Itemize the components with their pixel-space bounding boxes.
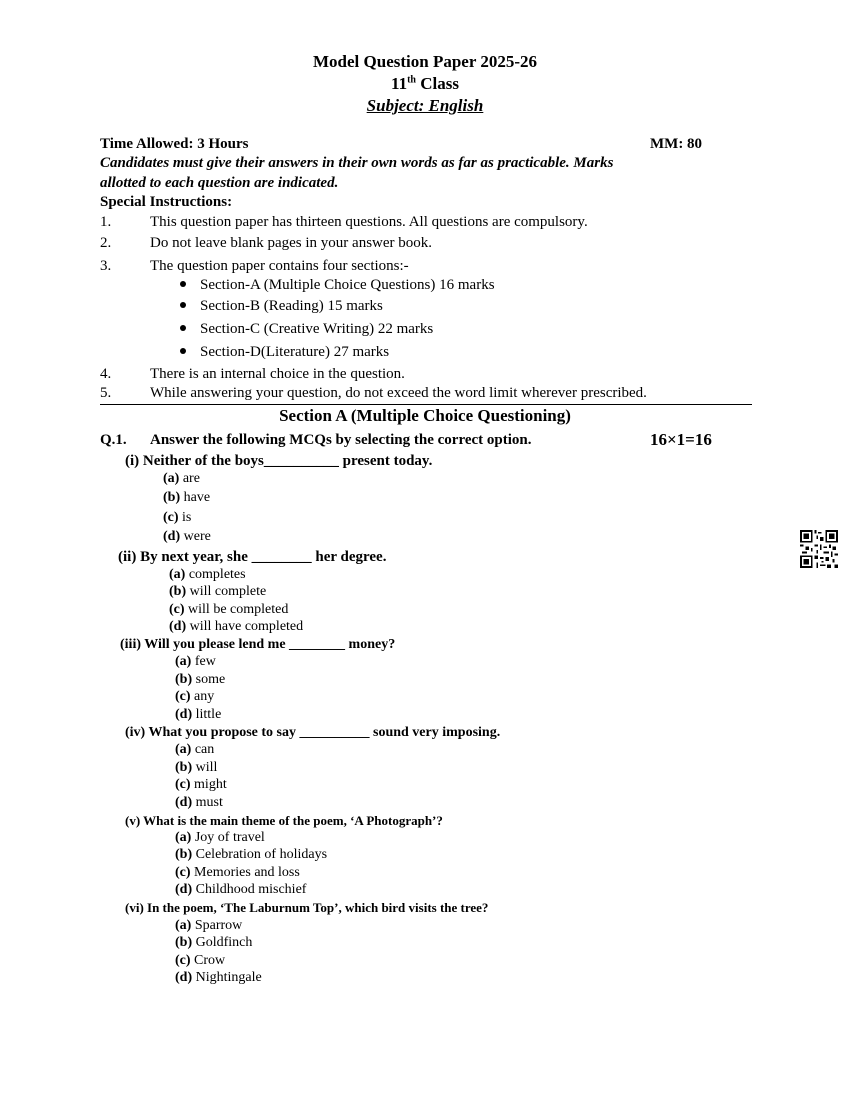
- subject-line: [0, 96, 850, 116]
- bullet-icon: [180, 302, 186, 308]
- mcq-question: (ii) By next year, she ________ her degree.: [118, 549, 387, 565]
- question-number: Q.1.: [100, 432, 127, 448]
- mcq-option: (c) will be completed: [169, 602, 289, 617]
- instruction-text: While answering your question, do not exceed the word limit wherever prescribed.: [150, 385, 647, 401]
- subject-heading: Subject: English: [366, 96, 484, 115]
- section-list-item: [180, 321, 433, 338]
- bullet-icon: [180, 348, 186, 354]
- bullet-icon: [180, 325, 186, 331]
- mcq-option: (d) Nightingale: [175, 970, 262, 985]
- mcq-option: (a) Joy of travel: [175, 830, 265, 845]
- mcq-option: (b) will: [175, 760, 218, 775]
- instruction-text: There is an internal choice in the question.: [150, 366, 405, 382]
- candidate-note-line-1: Candidates must give their answers in their own words as far as practicable. Marks: [100, 155, 614, 171]
- question-text: Answer the following MCQs by selecting the correct option.: [150, 432, 532, 448]
- section-list-item: [180, 298, 383, 315]
- question-marks: 16×1=16: [650, 430, 712, 449]
- section-list-text: Section-A (Multiple Choice Questions) 16 marks: [200, 277, 495, 293]
- mcq-option: (a) few: [175, 654, 216, 669]
- class-line: [0, 74, 850, 94]
- class-word: Class: [420, 74, 459, 93]
- paper-title: Model Question Paper 2025-26: [313, 52, 537, 71]
- section-list-text: Section-D(Literature) 27 marks: [200, 344, 390, 360]
- max-marks: MM: 80: [650, 136, 703, 152]
- mcq-option: (d) must: [175, 795, 223, 810]
- instruction-number: 2.: [100, 235, 112, 251]
- class-suffix: th: [407, 74, 416, 86]
- mcq-option: (b) some: [175, 672, 226, 687]
- mcq-option: (d) were: [163, 529, 211, 544]
- mcq-option: (c) any: [175, 689, 215, 704]
- section-divider: [100, 404, 752, 405]
- mcq-option: (d) will have completed: [169, 619, 304, 634]
- mcq-option: (a) completes: [169, 567, 246, 582]
- mcq-option: (c) might: [175, 777, 227, 792]
- mcq-option: (d) little: [175, 707, 222, 722]
- section-list-item: [180, 344, 389, 361]
- mcq-option: (a) Sparrow: [175, 918, 243, 933]
- instructions-heading: Special Instructions:: [100, 194, 233, 210]
- instruction-text: This question paper has thirteen questions. All questions are compulsory.: [150, 214, 588, 230]
- mcq-option: (b) will complete: [169, 584, 267, 599]
- instruction-text: The question paper contains four sections:-: [150, 258, 409, 274]
- section-list-text: Section-B (Reading) 15 marks: [200, 298, 383, 314]
- class-number: 11: [391, 74, 408, 93]
- mcq-option: (d) Childhood mischief: [175, 882, 307, 897]
- bullet-icon: [180, 281, 186, 287]
- mcq-option: (b) Goldfinch: [175, 935, 253, 950]
- section-a-title: Section A (Multiple Choice Questioning): [279, 406, 571, 425]
- instruction-number: 3.: [100, 258, 112, 274]
- mcq-option: (b) Celebration of holidays: [175, 847, 328, 862]
- section-list-item: [180, 277, 495, 294]
- instruction-number: 5.: [100, 385, 112, 401]
- instruction-number: 1.: [100, 214, 112, 230]
- mcq-option: (b) have: [163, 490, 211, 505]
- qr-code-icon[interactable]: [800, 530, 838, 568]
- mcq-question: (v) What is the main theme of the poem, ‘A Photograph’?: [125, 813, 443, 828]
- mcq-option: (a) can: [175, 742, 215, 757]
- mcq-option: (c) Crow: [175, 953, 226, 968]
- time-allowed: Time Allowed: 3 Hours: [100, 136, 249, 152]
- section-list-text: Section-C (Creative Writing) 22 marks: [200, 321, 434, 337]
- mcq-option: (c) Memories and loss: [175, 865, 300, 880]
- candidate-note-line-2: allotted to each question are indicated.: [100, 175, 339, 191]
- mcq-option: (a) are: [163, 471, 200, 486]
- mcq-question: (i) Neither of the boys__________ present today.: [125, 453, 433, 469]
- instruction-text: Do not leave blank pages in your answer book.: [150, 235, 433, 251]
- mcq-question: (vi) In the poem, ‘The Laburnum Top’, which bird visits the tree?: [125, 900, 489, 915]
- mcq-option: (c) is: [163, 510, 192, 525]
- mcq-question: (iii) Will you please lend me ________ money?: [120, 637, 396, 652]
- mcq-question: (iv) What you propose to say __________ sound very imposing.: [125, 725, 501, 740]
- instruction-number: 4.: [100, 366, 112, 382]
